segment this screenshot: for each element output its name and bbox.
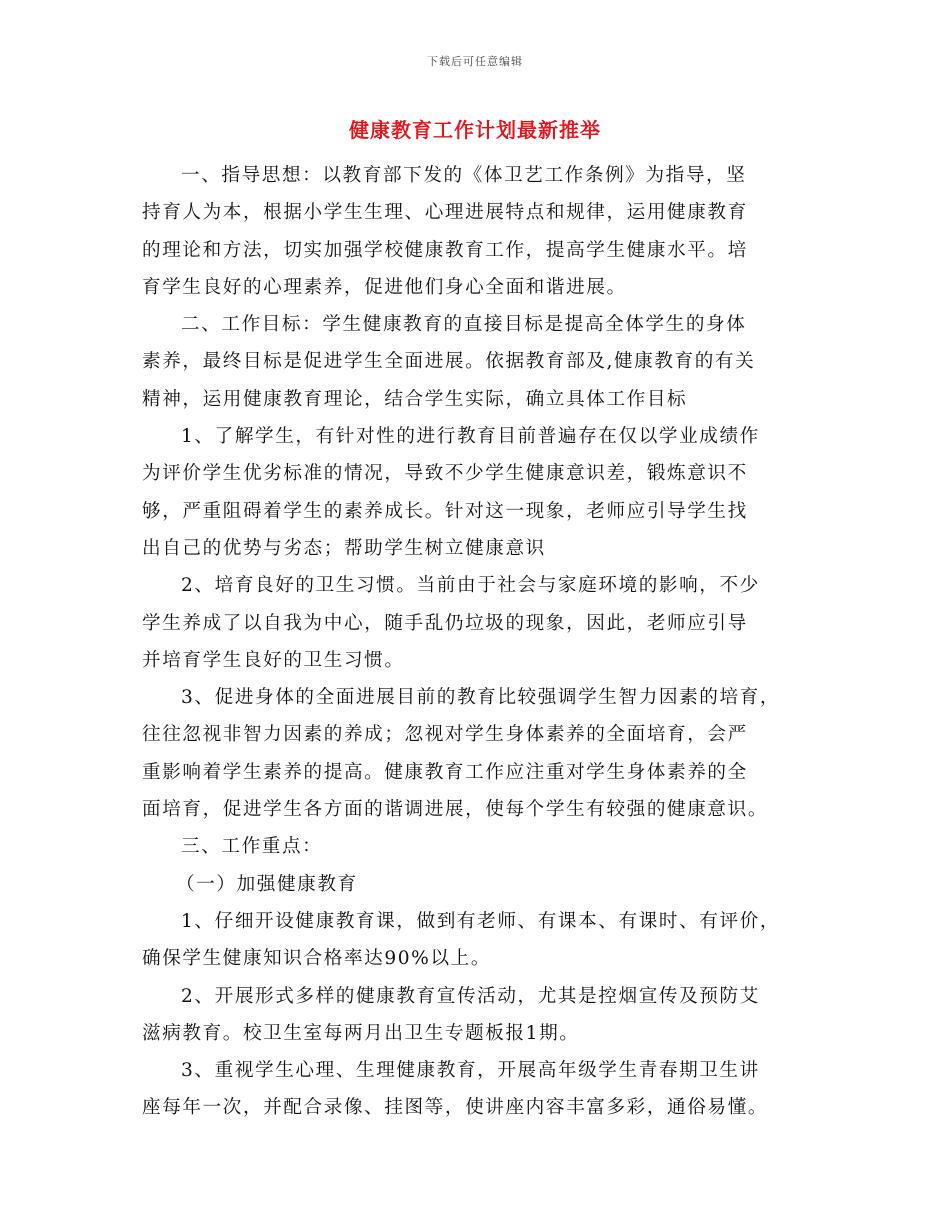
paragraph-line: 育学生良好的心理素养，促进他们身心全面和谐进展。 <box>142 276 627 298</box>
paragraph-line: 一、指导思想：以教育部下发的《体卫艺工作条例》为指导，坚 <box>181 165 747 186</box>
section-heading: 三、工作重点： <box>181 836 323 858</box>
paragraph-line: 确保学生健康知识合格率达90%以上。 <box>142 948 492 970</box>
paragraph-line: 往往忽视非智力因素的养成；忽视对学生身体素养的全面培育，会严 <box>142 724 748 746</box>
paragraph-line: 3、促进身体的全面进展目前的教育比较强调学生智力因素的培育， <box>181 687 781 709</box>
paragraph-line: 为评价学生优劣标准的情况，导致不少学生健康意识差，锻炼意识不 <box>142 463 748 485</box>
paragraph-line: 学生养成了以自我为中心，随手乱仍垃圾的现象，因此，老师应引导 <box>142 612 748 634</box>
paragraph-line: 并培育学生良好的卫生习惯。 <box>142 649 405 671</box>
paragraph-line: 重影响着学生素养的提高。健康教育工作应注重对学生身体素养的全 <box>142 761 748 783</box>
paragraph-line: 2、开展形式多样的健康教育宣传活动，尤其是控烟宣传及预防艾 <box>181 985 760 1007</box>
paragraph-line: 面培育，促进学生各方面的谐调进展，使每个学生有较强的健康意识。 <box>142 799 769 821</box>
paragraph-line: 3、重视学生心理、生理健康教育，开展高年级学生青春期卫生讲 <box>181 1060 760 1082</box>
paragraph-line: 二、工作目标：学生健康教育的直接目标是提高全体学生的身体 <box>181 314 747 336</box>
document-body <box>142 157 820 1127</box>
paragraph-line: 1、仔细开设健康教育课，做到有老师、有课本、有课时、有评价， <box>181 910 781 932</box>
page-header-note: 下载后可任意编辑 <box>427 55 523 68</box>
paragraph-line: 持育人为本，根据小学生生理、心理进展特点和规律，运用健康教育 <box>142 202 748 224</box>
paragraph-line: 精神，运用健康教育理论，结合学生实际，确立具体工作目标 <box>142 388 688 410</box>
paragraph-line: 座每年一次，并配合录像、挂图等，使讲座内容丰富多彩，通俗易懂。 <box>142 1097 769 1119</box>
paragraph-line: 1、了解学生，有针对性的进行教育目前普遍存在仅以学业成绩作 <box>181 426 760 448</box>
paragraph-line: 滋病教育。校卫生室每两月出卫生专题板报1期。 <box>142 1022 580 1044</box>
paragraph-line: 2、培育良好的卫生习惯。当前由于社会与家庭环境的影响，不少 <box>181 575 760 597</box>
paragraph-line: 素养，最终目标是促进学生全面进展。依据教育部及,健康教育的有关 <box>142 351 756 373</box>
subsection-heading: （一）加强健康教育 <box>176 873 358 895</box>
paragraph-line: 够，严重阻碍着学生的素养成长。针对这一现象，老师应引导学生找 <box>142 500 748 522</box>
document-title: 健康教育工作计划最新推举 <box>349 118 601 142</box>
paragraph-line: 的理论和方法，切实加强学校健康教育工作，提高学生健康水平。培 <box>142 239 748 261</box>
paragraph-line: 出自己的优势与劣态；帮助学生树立健康意识 <box>142 537 546 559</box>
